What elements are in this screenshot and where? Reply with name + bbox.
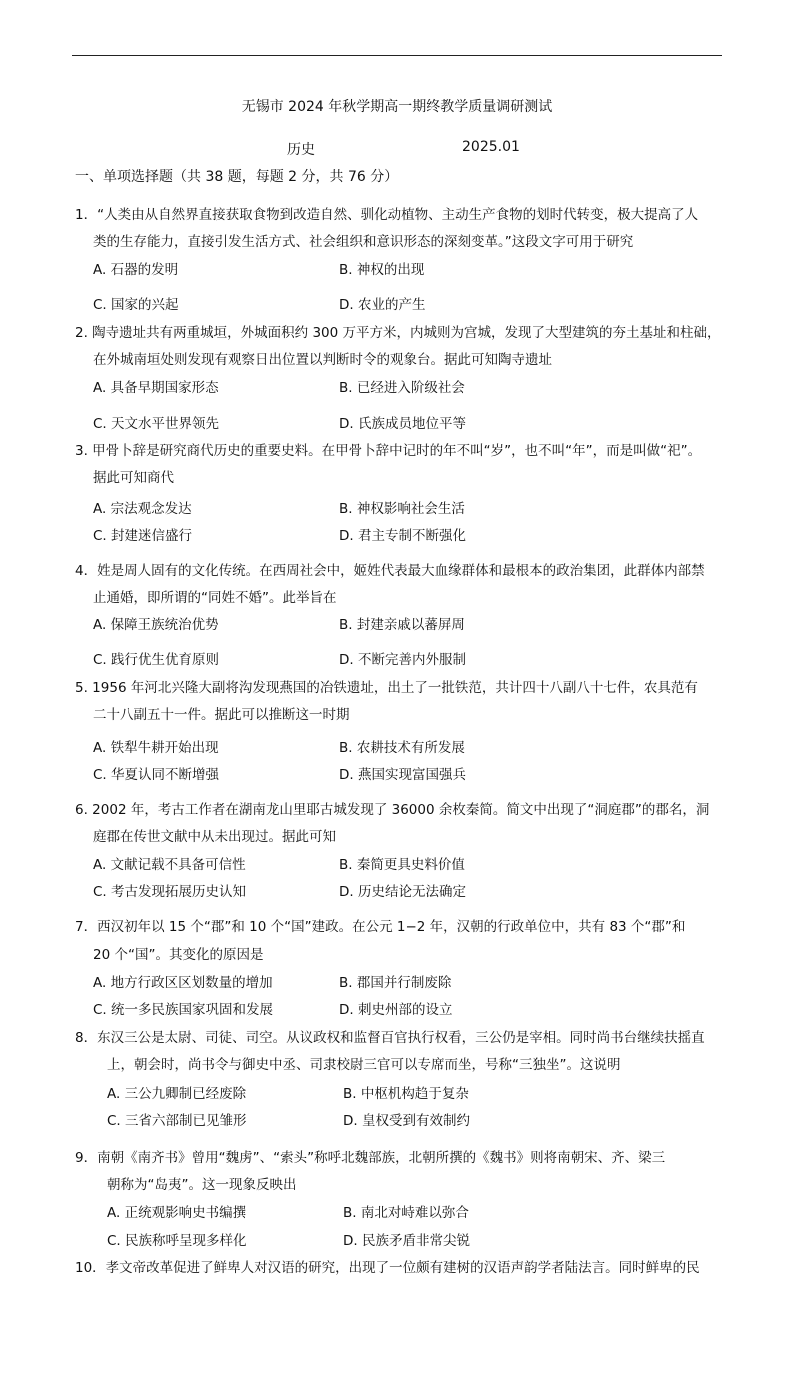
question-1-option-a: A. 石器的发明 [93,262,179,278]
question-7-option-a: A. 地方行政区区划数量的增加 [93,975,273,991]
question-8-option-d: D. 皇权受到有效制约 [343,1113,470,1129]
question-1-line-2: 类的生存能力，直接引发生活方式、社会组织和意识形态的深刻变革。”这段文字可用于研究 [93,234,634,250]
question-6-option-d: D. 历史结论无法确定 [339,884,466,900]
question-5-option-c: C. 华夏认同不断增强 [93,767,220,783]
question-1-option-c: C. 国家的兴起 [93,297,179,313]
question-7-option-d: D. 刺史州部的设立 [339,1002,453,1018]
question-2-line-1: 2. 陶寺遗址共有两重城垣，外城面积约 300 万平方米，内城则为宫城，发现了大型建筑的夯土基址和柱础， [75,325,721,341]
question-2-option-b: B. 已经进入阶级社会 [339,380,465,396]
question-4-option-c: C. 践行优生优育原则 [93,652,220,668]
question-7-option-b: B. 郡国并行制废除 [339,975,452,991]
section-heading: 一、单项选择题（共 38 题，每题 2 分，共 76 分） [75,169,399,185]
question-9-option-a: A. 正统观影响史书编撰 [107,1205,247,1221]
question-6-line-1: 6. 2002 年，考古工作者在湖南龙山里耶古城发现了 36000 余枚秦简。简文中出现了“洞庭郡”的郡名，洞 [75,802,710,818]
question-1-option-b: B. 神权的出现 [339,262,425,278]
question-4-option-b: B. 封建亲戚以蕃屏周 [339,617,465,633]
header-rule [72,55,722,56]
question-5-option-d: D. 燕国实现富国强兵 [339,767,466,783]
question-4-line-1: 4．姓是周人固有的文化传统。在西周社会中，姬姓代表最大血缘群体和最根本的政治集团，此群体内部禁 [75,563,705,579]
question-3-line-2: 据此可知商代 [93,470,174,486]
question-9-line-1: 9．南朝《南齐书》曾用“魏虏”、“索头”称呼北魏部族，北朝所撰的《魏书》则将南朝宋、齐、梁三 [75,1150,666,1166]
question-5-option-b: B. 农耕技术有所发展 [339,740,465,756]
question-8-line-1: 8．东汉三公是太尉、司徒、司空。从议政权和监督百官执行权看，三公仍是宰相。同时尚书台继续扶摇直 [75,1030,705,1046]
question-9-option-d: D. 民族矛盾非常尖锐 [343,1233,470,1249]
question-6-line-2: 庭郡在传世文献中从未出现过。据此可知 [93,829,336,845]
question-3-option-c: C. 封建迷信盛行 [93,528,193,544]
question-1-option-d: D. 农业的产生 [339,297,426,313]
question-5-option-a: A. 铁犁牛耕开始出现 [93,740,219,756]
question-10-line-1: 10．孝文帝改革促进了鲜卑人对汉语的研究，出现了一位颇有建树的汉语声韵学者陆法言。同时鲜卑的民 [75,1260,700,1276]
question-2-line-2: 在外城南垣处则发现有观察日出位置以判断时令的观象台。据此可知陶寺遗址 [93,352,552,368]
question-9-option-c: C. 民族称呼呈现多样化 [107,1233,247,1249]
exam-title: 无锡市 2024 年秋学期高一期终教学质量调研测试 [241,99,553,115]
exam-subject: 历史 [287,142,315,158]
question-8-option-b: B. 中枢机构趋于复杂 [343,1086,469,1102]
question-2-option-c: C. 天文水平世界领先 [93,416,220,432]
question-6-option-c: C. 考古发现拓展历史认知 [93,884,247,900]
question-3-line-1: 3. 甲骨卜辞是研究商代历史的重要史料。在甲骨卜辞中记时的年不叫“岁”，也不叫“年”，而是叫做“祀”。 [75,443,702,459]
question-8-option-c: C. 三省六部制已见雏形 [107,1113,247,1129]
question-3-option-a: A. 宗法观念发达 [93,501,192,517]
question-4-line-2: 止通婚，即所谓的“同姓不婚”。此举旨在 [93,590,337,606]
question-2-option-a: A. 具备早期国家形态 [93,380,219,396]
question-5-line-1: 5. 1956 年河北兴隆大副将沟发现燕国的冶铁遗址，出土了一批铁范，共计四十八副八十七件，农具范有 [75,680,698,696]
question-9-option-b: B. 南北对峙难以弥合 [343,1205,469,1221]
question-8-line-2: 上，朝会时，尚书令与御史中丞、司隶校尉三官可以专席而坐，号称“三独坐”。这说明 [107,1057,621,1073]
exam-date: 2025.01 [462,139,520,155]
question-7-line-2: 20 个“国”。其变化的原因是 [93,947,264,963]
question-5-line-2: 二十八副五十一件。据此可以推断这一时期 [93,707,350,723]
question-4-option-d: D. 不断完善内外服制 [339,652,466,668]
question-7-line-1: 7．西汉初年以 15 个“郡”和 10 个“国”建政。在公元 1−2 年，汉朝的行政单位中，共有 83 个“郡”和 [75,919,686,935]
question-3-option-d: D. 君主专制不断强化 [339,528,466,544]
question-2-option-d: D. 氏族成员地位平等 [339,416,466,432]
question-9-line-2: 朝称为“岛夷”。这一现象反映出 [107,1177,297,1193]
question-7-option-c: C. 统一多民族国家巩固和发展 [93,1002,274,1018]
question-6-option-b: B. 秦简更具史料价值 [339,857,465,873]
question-8-option-a: A. 三公九卿制已经废除 [107,1086,247,1102]
question-6-option-a: A. 文献记载不具备可信性 [93,857,246,873]
question-1-line-1: 1．“人类由从自然界直接获取食物到改造自然、驯化动植物、主动生产食物的划时代转变，极大提高了人 [75,207,699,223]
question-3-option-b: B. 神权影响社会生活 [339,501,465,517]
question-4-option-a: A. 保障王族统治优势 [93,617,219,633]
